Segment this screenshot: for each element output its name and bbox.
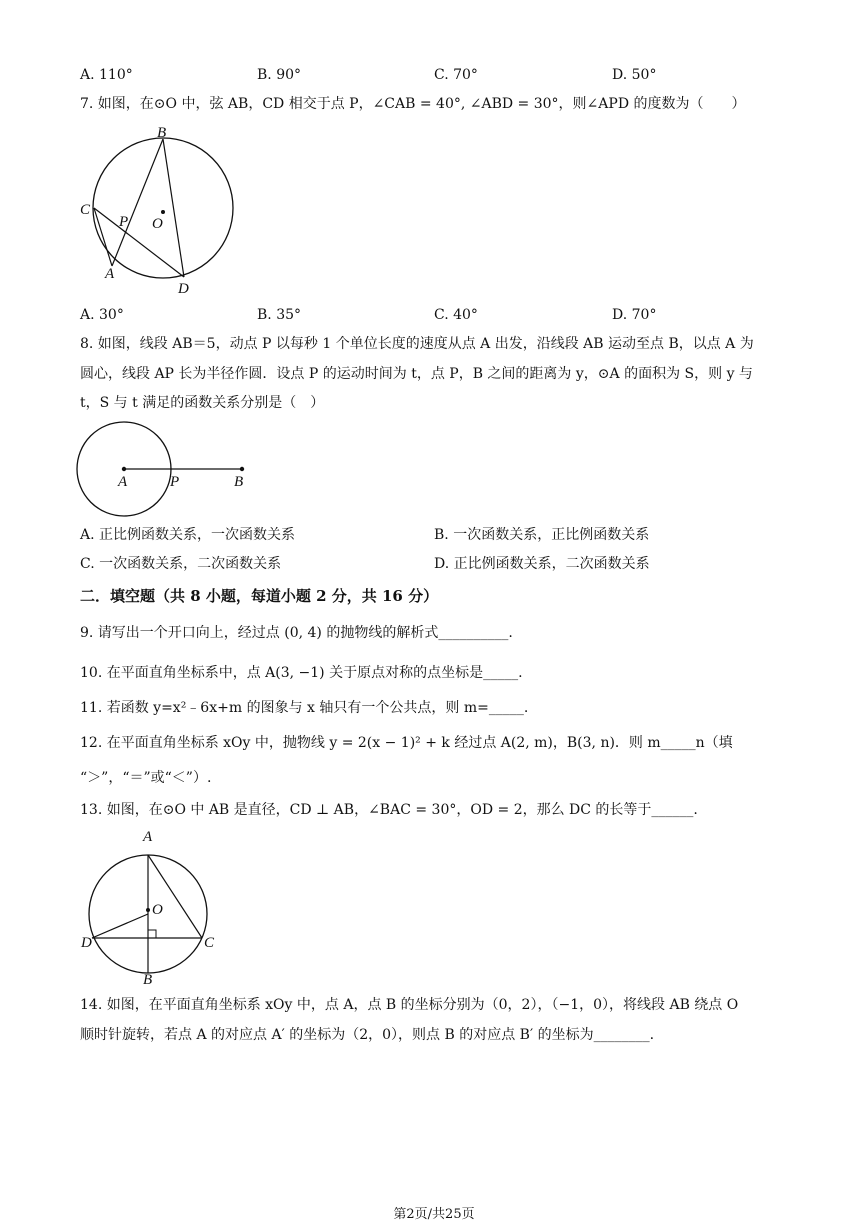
q13-label-d: D [81, 935, 92, 951]
q7-center-dot [161, 210, 165, 214]
q8-label-b: B [234, 474, 244, 490]
q8-figure [75, 420, 265, 520]
q9: 9. 请写出一个开口向上，经过点 (0, 4) 的抛物线的解析式__________. [80, 625, 513, 641]
q8-option-c: C. 一次函数关系，二次函数关系 [80, 556, 282, 572]
q10: 10. 在平面直角坐标系中，点 A(3, −1) 关于原点对称的点坐标是_____. [80, 665, 523, 681]
q13-segment-od [92, 914, 148, 938]
q7-label-p: P [119, 214, 129, 230]
q7-option-d: D. 70° [612, 307, 657, 323]
q8-line-2: 圆心，线段 AP 长为半径作圆．设点 P 的运动时间为 t，点 P，B 之间的距离为 y，⊙A 的面积为 S，则 y 与 [80, 366, 753, 382]
q8-line-3: t，S 与 t 满足的函数关系分别是（ ） [80, 395, 325, 411]
q13-label-c: C [204, 935, 215, 951]
q12-line-1: 12. 在平面直角坐标系 xOy 中，抛物线 y = 2(x − 1)² + k 经过点 A(2, m)，B(3, n)．则 m_____n（填 [80, 735, 733, 751]
q8-option-a: A. 正比例函数关系，一次函数关系 [80, 527, 296, 543]
q7-option-a: A. 30° [80, 307, 124, 323]
q13-center-dot [146, 908, 150, 912]
q8-option-b: B. 一次函数关系，正比例函数关系 [434, 527, 650, 543]
q7-circle [93, 138, 233, 278]
q13-label-o: O [152, 902, 163, 918]
q6-option-a: A. 110° [80, 67, 133, 83]
q13-label-a: A [143, 829, 153, 845]
q7-chord-bd [163, 139, 184, 277]
q14-line-2: 顺时针旋转，若点 A 的对应点 A′ 的坐标为（2，0），则点 B 的对应点 B′ 的坐标为________. [80, 1027, 655, 1043]
q13-stem: 13. 如图，在⊙O 中 AB 是直径，CD ⊥ AB，∠BAC = 30°，OD = 2，那么 DC 的长等于______. [80, 802, 698, 818]
q7-chord-ab [112, 139, 163, 266]
q12-line-2: “＞”，“＝”或“＜”）. [80, 770, 212, 786]
q6-option-c: C. 70° [434, 67, 478, 83]
q7-label-a: A [105, 266, 115, 282]
q7-label-o: O [152, 216, 163, 232]
q7-circle-figure [75, 120, 245, 295]
page-footer: 第2页/共25页 [393, 1207, 475, 1222]
q8-label-a: A [118, 474, 128, 490]
q13-label-b: B [143, 972, 153, 988]
q8-label-p: P [170, 474, 180, 490]
q7-label-c: C [80, 202, 91, 218]
q8-line-1: 8. 如图，线段 AB＝5，动点 P 以每秒 1 个单位长度的速度从点 A 出发，沿线段 AB 运动至点 B，以点 A 为 [80, 336, 754, 352]
q13-right-angle-mark [148, 930, 156, 938]
q7-option-c: C. 40° [434, 307, 478, 323]
q6-option-d: D. 50° [612, 67, 657, 83]
q7-chord-ca [94, 208, 112, 266]
q11: 11. 若函数 y=x²﹣6x+m 的图象与 x 轴只有一个公共点，则 m=_____. [80, 700, 529, 716]
q7-stem: 7. 如图，在⊙O 中，弦 AB，CD 相交于点 P，∠CAB = 40°, ∠ABD = 30°，则∠APD 的度数为（ ） [80, 96, 746, 112]
q8-point-b [240, 467, 244, 471]
q7-label-d: D [178, 281, 189, 297]
q13-chord-ac [148, 855, 202, 938]
q13-figure [80, 826, 230, 986]
q6-option-b: B. 90° [257, 67, 302, 83]
q14-line-1: 14. 如图，在平面直角坐标系 xOy 中，点 A，点 B 的坐标分别为（0，2），（−1，0），将线段 AB 绕点 O [80, 997, 739, 1013]
section-2-heading: 二．填空题（共 8 小题，每道小题 2 分，共 16 分） [80, 587, 439, 605]
q8-point-a [122, 467, 126, 471]
q7-label-b: B [157, 125, 167, 141]
q8-option-d: D. 正比例函数关系，二次函数关系 [434, 556, 650, 572]
q7-option-b: B. 35° [257, 307, 302, 323]
